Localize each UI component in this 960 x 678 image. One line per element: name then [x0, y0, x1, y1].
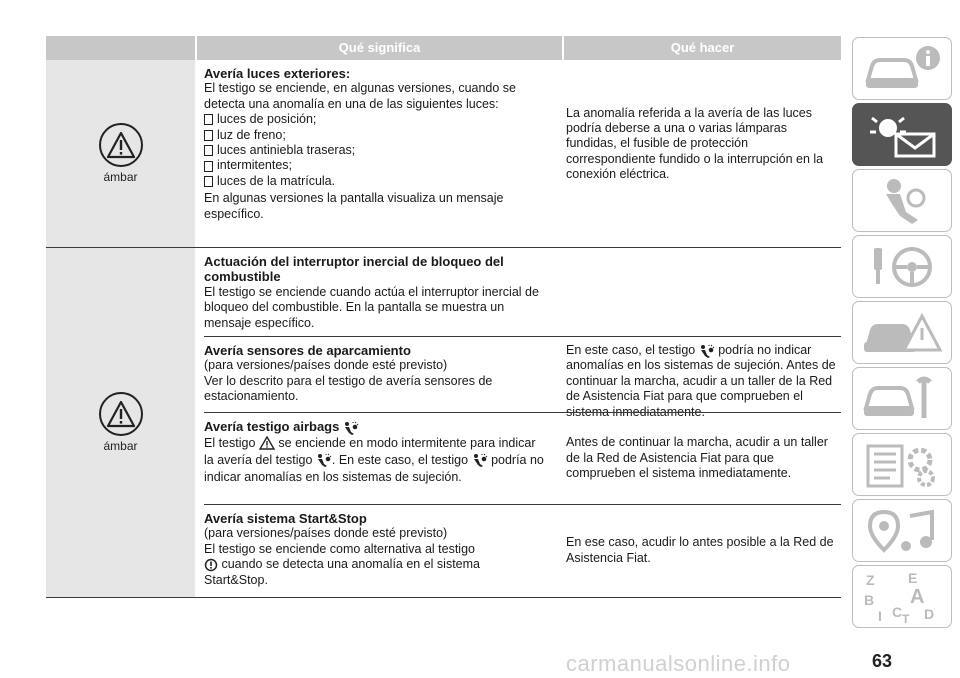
airbag-warning-icon — [472, 453, 488, 467]
general-warning-icon — [259, 436, 275, 450]
meaning-cell — [204, 337, 554, 412]
index-letter: B — [864, 591, 875, 608]
row-text: (para versiones/países donde esté previsto) — [204, 526, 448, 541]
table-row — [204, 412, 841, 504]
row-text: (para versiones/países donde esté previsto) — [204, 358, 448, 373]
row-text: El testigo se enciende como alternativa al testigo — [204, 541, 475, 556]
tab-maintenance[interactable] — [852, 367, 952, 430]
header-action: Qué hacer — [564, 36, 841, 60]
action-cell — [554, 60, 841, 228]
tab-multimedia[interactable] — [852, 499, 952, 562]
fault-indicator-icon — [204, 558, 218, 572]
meaning-cell — [204, 60, 554, 228]
action-cell — [554, 337, 841, 419]
color-label: ámbar — [103, 439, 138, 453]
meaning-cell — [204, 248, 554, 336]
airbag-warning-icon — [316, 453, 332, 467]
index-letter: T — [902, 611, 910, 625]
bullet-box-icon — [204, 130, 213, 141]
multimedia-icon — [860, 506, 944, 556]
general-warning-icon — [99, 392, 143, 436]
row-text: Ver lo descrito para el testigo de avería sensores de estacionamiento. — [204, 373, 493, 404]
airbag-warning-icon — [699, 344, 715, 358]
breakdown-icon — [860, 308, 944, 358]
general-warning-icon — [99, 123, 143, 167]
icon-column — [46, 248, 195, 597]
index-letter: I — [878, 607, 882, 624]
index-letter: A — [910, 585, 925, 608]
action-cell — [554, 413, 841, 504]
header-meaning: Qué significa — [197, 36, 562, 60]
row-text: cuando se detecta una anomalía en el sistema Start&Stop. — [204, 557, 480, 587]
tab-warning-lights[interactable] — [852, 103, 952, 166]
tab-technical-data[interactable] — [852, 433, 952, 496]
tab-starting-driving[interactable] — [852, 235, 952, 298]
table-header — [46, 36, 841, 60]
row-title: Avería testigo airbags — [204, 419, 546, 435]
row-title: Avería sensores de aparcamiento — [204, 343, 411, 358]
warning-table — [46, 36, 841, 598]
bullet-box-icon — [204, 176, 213, 187]
steering-key-icon — [860, 242, 944, 292]
car-maintenance-icon — [860, 374, 944, 424]
action-cell — [554, 505, 841, 596]
list-item: luz de freno; — [204, 128, 546, 143]
action-text: Antes de continuar la marcha, acudir a un taller de la Red de Asistencia Fiat para que comprueben el sistema inmediatamente. — [566, 435, 828, 481]
watermark: carmanualsonline.info — [566, 651, 791, 676]
car-info-icon — [860, 44, 944, 94]
row-text: El testigo se enciende cuando actúa el interruptor inercial de bloqueo del combustible. En la pantalla se muestra un mensaje específico. — [204, 284, 539, 330]
row-text: En algunas versiones la pantalla visualiza un mensaje específico. — [204, 191, 504, 221]
action-cell — [554, 248, 841, 336]
meaning-cell — [204, 505, 554, 596]
table-row — [204, 336, 841, 419]
index-letter: D — [924, 605, 935, 622]
color-label: ámbar — [103, 170, 138, 184]
section-exterior-lights — [46, 60, 841, 248]
action-text: La anomalía referida a la avería de las luces podría deberse a una o varias lámparas fundidas, el fusible de protección correspondiente fundido o la interrupción en la conexión eléctrica. — [566, 105, 824, 182]
warning-light-message-icon — [860, 110, 944, 160]
list-item: luces de posición; — [204, 112, 546, 127]
index-letters-icon — [860, 569, 944, 625]
row-text: El testigo se enciende en modo intermitente para indicar la avería del testigo . En este caso, el testigo podría no indicar anomalías en los sistemas de sujeción. — [204, 435, 544, 484]
page-number: 63 — [872, 651, 893, 671]
row-text: El testigo se enciende, en algunas versiones, cuando se detecta una anomalía en una de las siguientes luces: — [204, 81, 517, 111]
list-item: intermitentes; — [204, 158, 546, 173]
row-title: Avería luces exteriores: — [204, 66, 351, 81]
bullet-box-icon — [204, 161, 213, 172]
airbag-seat-icon — [860, 176, 944, 226]
list-item: luces antiniebla traseras; — [204, 143, 546, 158]
action-text: En ese caso, acudir lo antes posible a la Red de Asistencia Fiat. — [566, 535, 834, 565]
icon-column — [46, 60, 195, 247]
meaning-cell — [204, 413, 554, 504]
chapter-sidebar — [852, 37, 952, 631]
table-row — [204, 504, 841, 596]
bullet-box-icon — [204, 145, 213, 156]
tab-car-info[interactable] — [852, 37, 952, 100]
tab-safety[interactable] — [852, 169, 952, 232]
specs-gear-icon — [860, 440, 944, 490]
section-amber-faults — [46, 248, 841, 598]
airbag-warning-icon — [343, 421, 359, 435]
list-item: luces de la matrícula. — [204, 174, 546, 189]
row-title: Actuación del interruptor inercial de bloqueo del combustible — [204, 254, 504, 285]
index-letter: C — [892, 603, 903, 620]
row-title: Avería sistema Start&Stop — [204, 511, 367, 526]
tab-emergency[interactable] — [852, 301, 952, 364]
action-text: En este caso, el testigo podría no indicar anomalías en los sistemas de sujeción. Antes de continuar la marcha, acudir a un taller de la Red de Asistencia Fiat para que comprueben el sistema inmediatamente. — [566, 343, 836, 419]
index-letter: E — [908, 569, 918, 586]
table-row — [204, 60, 841, 228]
index-letter: Z — [866, 571, 875, 588]
bullet-box-icon — [204, 114, 213, 125]
tab-index[interactable] — [852, 565, 952, 628]
table-row — [204, 248, 841, 336]
header-icon-column — [46, 36, 195, 60]
